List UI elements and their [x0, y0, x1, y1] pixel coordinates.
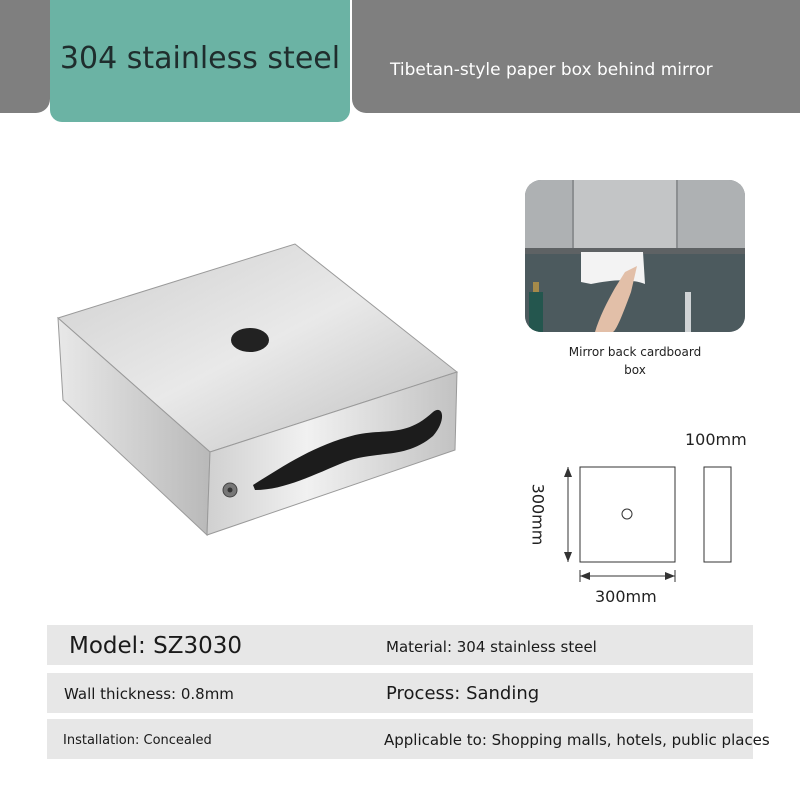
header-subtitle: Tibetan-style paper box behind mirror — [390, 60, 713, 80]
dimension-drawing — [530, 425, 770, 615]
spec-wall-thickness: Wall thickness: 0.8mm — [64, 685, 234, 703]
spec-row-model — [47, 625, 753, 665]
photo-caption — [565, 343, 705, 379]
photo-caption-line2: box — [624, 363, 646, 377]
spec-material: Material: 304 stainless steel — [386, 638, 597, 656]
spec-applicable: Applicable to: Shopping malls, hotels, public places — [384, 731, 770, 749]
material-tab-label: 304 stainless steel — [59, 40, 341, 76]
spec-process: Process: Sanding — [386, 683, 540, 704]
spec-installation: Installation: Concealed — [63, 733, 212, 748]
spec-model: Model: SZ3030 — [69, 633, 243, 659]
mirror-photo-illustration — [525, 180, 745, 332]
spec-row-thickness — [47, 673, 753, 713]
spec-row-installation — [47, 719, 770, 759]
mirror-installation-photo — [525, 180, 745, 332]
header-right-band — [352, 0, 800, 113]
photo-caption-line1: Mirror back cardboard — [568, 345, 702, 359]
material-tab — [50, 0, 350, 122]
depth-dimension-label: 100mm — [685, 430, 747, 449]
height-dimension-label: 300mm — [528, 483, 548, 546]
header-left-band — [0, 0, 50, 113]
paper-box-product-image — [55, 240, 465, 540]
paper-box-illustration — [55, 240, 465, 540]
width-dimension-label: 300mm — [595, 587, 657, 606]
